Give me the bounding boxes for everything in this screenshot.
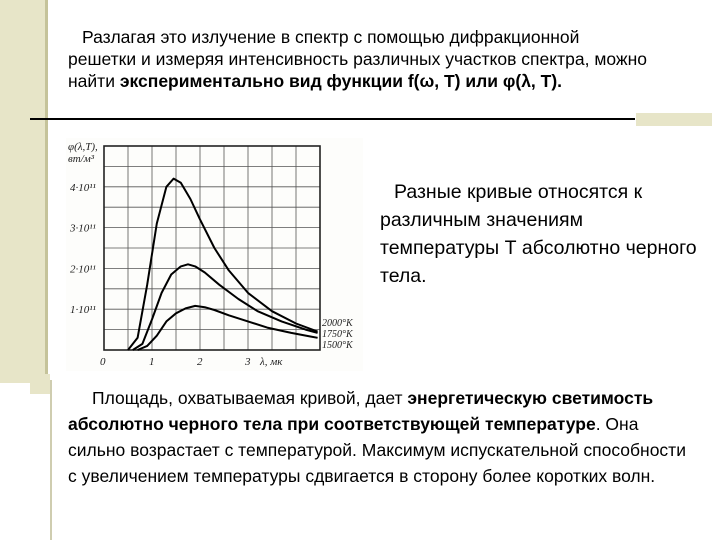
chart-paper <box>66 138 363 371</box>
x-tick-label: 3 <box>245 356 251 368</box>
spectrum-chart <box>66 138 363 371</box>
y-tick-label: 2·10¹¹ <box>70 263 96 276</box>
y-tick-label: 4·10¹¹ <box>70 181 96 194</box>
corner-square-decoration <box>30 374 50 394</box>
x-tick-label: 1 <box>149 356 155 368</box>
title-divider-band <box>636 113 712 126</box>
heading-text-regular: Разлагая это излучение в спектр с помощью дифракционной решетки и измеряя интенсивность различных участков спектра, можно найти <box>68 27 647 91</box>
y-axis-label-line2: вт/м³ <box>68 153 95 165</box>
sidebar-decoration <box>0 0 46 383</box>
vertical-rule-decoration <box>50 380 52 540</box>
y-axis-label-line1: φ(λ,T), <box>68 141 98 153</box>
spectrum-chart-svg <box>66 138 363 371</box>
side-paragraph <box>380 178 700 290</box>
series-label-0: 2000°K <box>322 318 353 329</box>
x-tick-label: 2 <box>197 356 203 368</box>
y-tick-label: 3·10¹¹ <box>70 222 96 235</box>
y-tick-label: 1·10¹¹ <box>70 304 96 317</box>
title-divider-line <box>30 118 635 120</box>
side-text: Разные кривые относятся к различным значениям температуры Т абсолютно черного тела. <box>380 181 697 287</box>
heading-paragraph <box>68 26 648 92</box>
footer-text-regular-1: Площадь, охватываемая кривой, дает <box>92 388 408 408</box>
sidebar-edge <box>45 0 48 383</box>
series-label-2: 1500°K <box>322 340 353 351</box>
footer-paragraph <box>68 385 698 489</box>
footer-text-regular-2: . Она сильно возрастает с температурой. Максимум испускательной способности с увеличением температуры сдвигается в сторону более коротких волн. <box>68 414 686 486</box>
footer-text-bold: энергетическую светимость абсолютно черного тела при соответствующей температуре <box>68 388 654 434</box>
x-tick-label: 0 <box>100 356 106 368</box>
heading-text-bold: экспериментально вид функции f(ω, T) или φ(λ, T). <box>119 71 563 91</box>
series-label-1: 1750°K <box>322 329 353 340</box>
x-axis-label: λ, мк <box>260 356 283 368</box>
